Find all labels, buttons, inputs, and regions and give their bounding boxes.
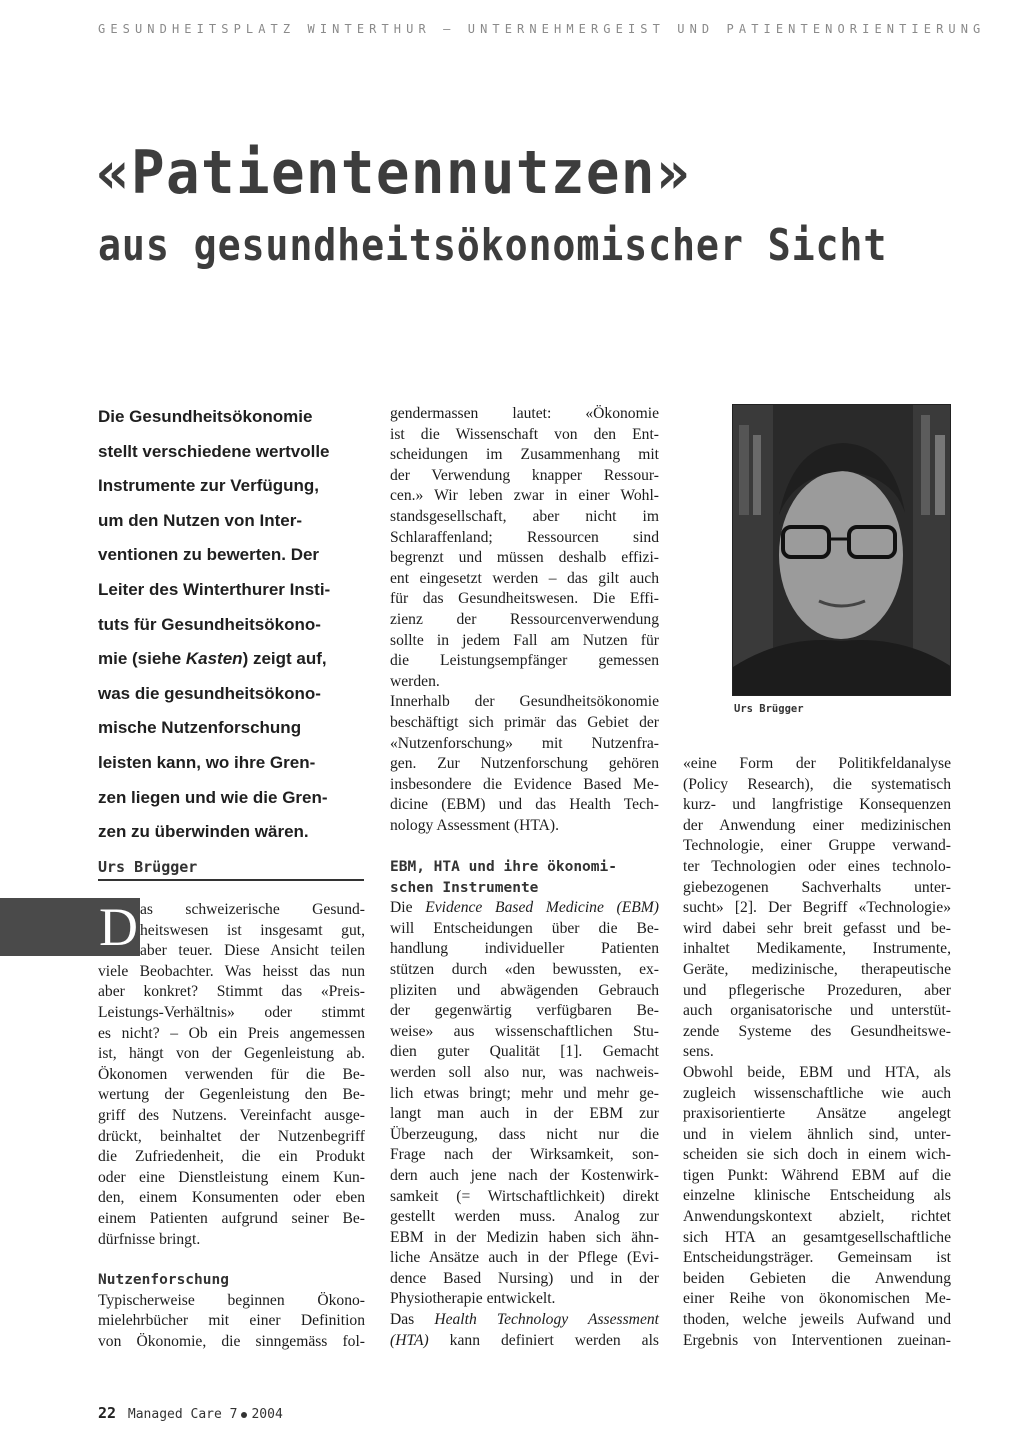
body-line: will Entscheidungen über die Be- <box>390 919 659 937</box>
body-line: einem Patienten aufgrund seiner Be- <box>98 1209 365 1227</box>
separator-dot-icon <box>241 1412 247 1418</box>
lead-line: Die Gesundheitsökonomie <box>98 407 313 426</box>
emphasis: (HTA) <box>390 1331 429 1349</box>
body-line: gestellt werden muss. Analog zur <box>390 1208 659 1226</box>
body-line: pliziten und abwägenden Gebrauch <box>390 981 659 999</box>
text-run: Das <box>390 1311 435 1329</box>
running-head: GESUNDHEITSPLATZ WINTERTHUR – UNTERNEHMERGEIST UND PATIENTENORIENTIERUNG <box>98 22 986 36</box>
lead-line: zen zu überwinden wären. <box>98 822 309 842</box>
photo-caption: Urs Brügger <box>734 703 804 715</box>
lead-paragraph <box>98 400 370 850</box>
column-2-text <box>390 404 659 836</box>
body-line: «eine Form der Politikfeldanalyse <box>683 755 951 772</box>
body-line: begrenzt und müssen deshalb effizi- <box>390 549 659 567</box>
body-line: werden soll also nur, was nachweis- <box>390 1063 659 1081</box>
body-line: langt man auch in der EBM zur <box>390 1105 659 1123</box>
journal-name: Managed Care <box>127 1407 222 1422</box>
body-line: Entscheidungsträger. Gemeinsam ist <box>683 1249 951 1267</box>
text-run: ) zeigt auf, <box>242 649 327 669</box>
body-line: dern auch jene nach der Kostenwirk- <box>390 1166 659 1184</box>
body-line: giebezogenen Sachverhalts unter- <box>683 878 951 896</box>
body-line: Ökonomen verwenden für die Be- <box>98 1065 365 1083</box>
text-run: Die <box>390 899 426 917</box>
body-line: liche Ansätze auch in der Pflege (Evi- <box>390 1249 659 1267</box>
lead-line: was die gesundheitsökono- <box>98 683 321 703</box>
body-line: werden. <box>390 672 440 690</box>
body-line: insbesondere die Evidence Based Me- <box>390 775 659 793</box>
body-line: der Verwendung knapper Ressour- <box>390 466 659 484</box>
body-line: zende Systeme des Gesundheitswe- <box>683 1022 951 1040</box>
body-line: der Anwendung einer medizinischen <box>683 816 951 834</box>
lead-line: tuts für Gesundheitsökono- <box>98 614 321 634</box>
column-1-continued <box>98 1270 365 1352</box>
body-line: scheiden sie sich doch in einem wich- <box>683 1146 951 1164</box>
emphasis: Kasten <box>185 649 243 669</box>
emphasis: Health Technology Assessment <box>434 1311 659 1329</box>
lead-line: ventionen zu bewerten. Der <box>98 545 320 565</box>
body-line: zugleich wissenschaftliche wie auch <box>683 1084 951 1102</box>
page-footer <box>98 1404 283 1422</box>
body-line: mielehrbücher mit einer Definition <box>98 1312 365 1330</box>
body-line: weise» aus wissenschaftlichen Stu- <box>390 1022 659 1040</box>
body-line: wertung der Gegenleistung den Be- <box>98 1086 365 1104</box>
body-line: aber teuer. Diese Ansicht teilen <box>140 942 365 960</box>
emphasis: Evidence Based Medicine (EBM) <box>425 899 659 917</box>
body-line: samkeit (= Wirtschaftlichkeit) direkt <box>390 1187 659 1205</box>
body-line: beschäftigt sich primär das Gebiet der <box>390 713 659 731</box>
body-line: einzelne klinische Entscheidung als <box>683 1187 951 1205</box>
section-heading-ebm: schen Instrumente <box>390 879 539 896</box>
lead-line: zen liegen und wie die Gren- <box>98 787 328 807</box>
body-line: sens. <box>683 1043 714 1061</box>
article-subtitle: aus gesundheitsökonomischer Sicht <box>98 220 888 271</box>
body-line: tigen Punkt: Während EBM auf die <box>683 1166 951 1184</box>
column-1-text <box>98 897 365 1250</box>
body-line: «Nutzenforschung» mit Nutzenfra- <box>390 734 659 752</box>
body-line: und pflegerische Prozeduren, aber <box>683 981 951 999</box>
body-line: beiden Gebieten die Anwendung <box>683 1269 951 1287</box>
body-line: Geräte, medizinische, therapeutische <box>683 960 951 978</box>
body-line: zienz der Ressourcenverwendung <box>390 610 659 628</box>
issue-year: 2004 <box>251 1407 283 1422</box>
lead-line <box>98 642 370 677</box>
body-line: ter Technologien oder eines technolo- <box>683 857 951 875</box>
body-line: thoden, welche jeweils Aufwand und <box>683 1311 951 1329</box>
body-line: ent eingesetzt werden – das gilt auch <box>390 569 659 587</box>
body-line: Typischerweise beginnen Ökono- <box>98 1291 365 1309</box>
body-line: die Leistungsempfänger gemessen <box>390 652 659 670</box>
lead-line: Leiter des Winterthurer Insti- <box>98 579 331 599</box>
column-3-text <box>683 754 951 1351</box>
author-photo <box>732 404 951 696</box>
body-line <box>390 898 659 919</box>
body-line: drückt, beinhaltet der Nutzenbegriff <box>98 1127 365 1145</box>
body-line: EBM in der Medizin haben sich ähn- <box>390 1228 659 1246</box>
body-line: handlung individueller Patienten <box>390 940 659 958</box>
body-line: ist, hängt von der Gegenleistung ab. <box>98 1045 365 1063</box>
body-line: aber konkret? Stimmt das «Preis- <box>98 983 365 1001</box>
body-line: es nicht? – Ob ein Preis angemessen <box>98 1024 365 1042</box>
author-rule <box>98 879 364 881</box>
text-run: kann definiert werden als <box>428 1331 659 1349</box>
drop-cap: D <box>99 897 138 957</box>
page-number: 22 <box>98 1404 117 1422</box>
body-line: dien guter Qualität [1]. Gemacht <box>390 1043 659 1061</box>
section-heading-nutzenforschung: Nutzenforschung <box>98 1272 229 1288</box>
text-run: mie (siehe <box>98 649 186 669</box>
body-line: standsgesellschaft, aber nicht im <box>390 507 659 525</box>
body-line: einer Reihe von ökonomischen Me- <box>683 1290 951 1308</box>
body-line: Ergebnis von Interventionen zueinan- <box>683 1331 951 1349</box>
body-line: der gegenwärtig verfügbaren Be- <box>390 1002 659 1020</box>
body-line: dürfnisse bringt. <box>98 1230 201 1248</box>
body-line: oder eine Dienstleistung einem Kun- <box>98 1168 365 1186</box>
body-line: für das Gesundheitswesen. Die Effi- <box>390 590 659 608</box>
lead-line: leisten kann, wo ihre Gren- <box>98 752 316 772</box>
body-line: (Policy Research), die systematisch <box>683 775 951 793</box>
body-line: sich HTA an gesamtgesellschaftliche <box>683 1228 951 1246</box>
body-line: Obwohl beide, EBM und HTA, als <box>683 1063 951 1081</box>
body-line: Schlaraffenland; Ressourcen sind <box>390 528 659 546</box>
body-line <box>390 1331 659 1352</box>
body-line: Frage nach der Wirksamkeit, son- <box>390 1146 659 1164</box>
body-line: Anwendungskontext abzielt, richtet <box>683 1208 951 1226</box>
body-line: heitswesen ist insgesamt gut, <box>140 921 365 939</box>
body-line: stützen durch «den bewussten, ex- <box>390 960 659 978</box>
lead-line: stellt verschiedene wertvolle <box>98 441 330 461</box>
body-line: sollte in jedem Fall am Nutzen für <box>390 631 659 649</box>
body-line: as schweizerische Gesund- <box>140 901 365 918</box>
body-line: die Zufriedenheit, die ein Produkt <box>98 1148 365 1166</box>
body-line: lich etwas bringt; mehr und mehr ge- <box>390 1084 659 1102</box>
lead-line: mische Nutzenforschung <box>98 718 302 738</box>
body-line: gendermassen lautet: «Ökonomie <box>390 405 659 422</box>
body-line: auch organisatorische und unterstüt- <box>683 1002 951 1020</box>
body-line: Technologie, einer Gruppe verwand- <box>683 837 951 855</box>
body-line: griff des Nutzens. Vereinfacht ausge- <box>98 1106 365 1124</box>
body-line: Überzeugung, dass nicht nur die <box>390 1125 659 1143</box>
body-line: scheidungen im Zusammenhang mit <box>390 446 659 464</box>
body-line: Physiotherapie entwickelt. <box>390 1290 556 1308</box>
body-line <box>390 1310 659 1331</box>
body-line: dicine (EBM) und das Health Tech- <box>390 796 659 814</box>
body-line: cen.» Wir leben zwar in einer Wohl- <box>390 487 659 505</box>
body-line: kurz- und langfristige Konsequenzen <box>683 796 951 814</box>
body-line: den, einem Konsumenten oder eben <box>98 1189 365 1207</box>
author-byline: Urs Brügger <box>98 858 198 876</box>
body-line: sucht» [2]. Der Begriff «Technologie» <box>683 899 951 917</box>
body-line: dence Based Nursing) und in der <box>390 1269 659 1287</box>
lead-line: Instrumente zur Verfügung, <box>98 476 320 496</box>
body-line: ist die Wissenschaft von den Ent- <box>390 425 659 443</box>
body-line: praxisorientierte Ansätze angelegt <box>683 1105 951 1123</box>
body-line: nology Assessment (HTA). <box>390 816 559 834</box>
lead-line: um den Nutzen von Inter- <box>98 510 302 530</box>
body-line: Leistungs-Verhältnis» oder stimmt <box>98 1003 365 1021</box>
body-line: Innerhalb der Gesundheitsökonomie <box>390 693 659 711</box>
issue-number: 7 <box>229 1407 238 1422</box>
section-heading-ebm: EBM, HTA und ihre ökonomi- <box>390 859 617 875</box>
body-line: wird dabei sehr breit gefasst und be- <box>683 919 951 937</box>
body-line: gen. Zur Nutzenforschung gehören <box>390 755 659 773</box>
body-line: und in vielem ähnlich sind, unter- <box>683 1125 951 1143</box>
article-title: «Patientennutzen» <box>96 138 691 208</box>
body-line: inhaltet Medikamente, Instrumente, <box>683 940 951 958</box>
body-line: viele Beobachter. Was heisst das nun <box>98 962 365 980</box>
column-2-continued <box>390 857 659 1351</box>
body-line: von Ökonomie, die sinngemäss fol- <box>98 1332 365 1350</box>
